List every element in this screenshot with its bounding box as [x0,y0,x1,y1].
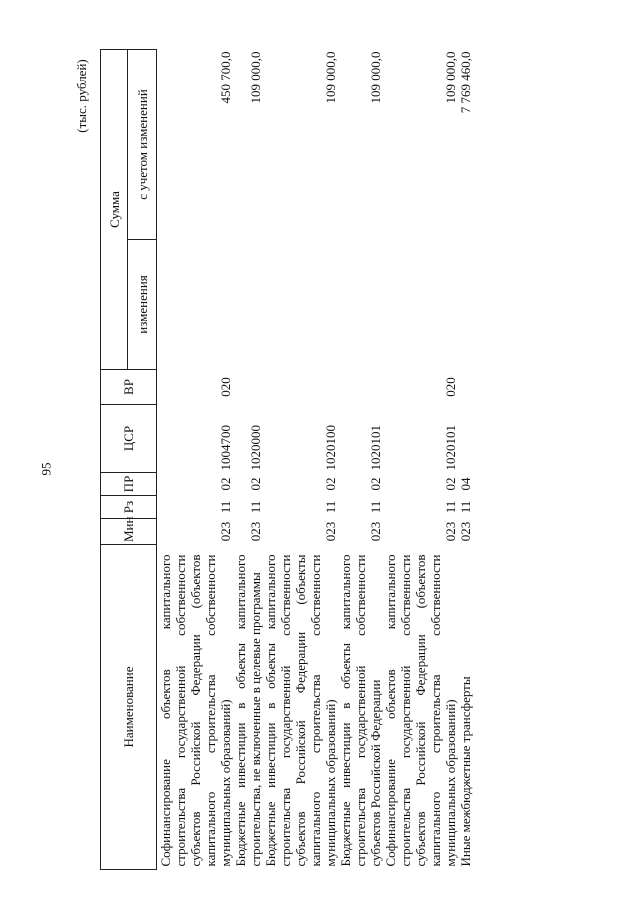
header-summa: Сумма [101,50,128,370]
table-body [157,50,474,870]
row-name: Иные межбюджетные трансферты [458,676,473,867]
header-rz: Рз [101,496,157,519]
row-vr: 020 [443,377,458,397]
row-csr: 1020101 [368,425,383,471]
header-s-uchetom: с учетом изменений [128,50,157,240]
header-pr: ПР [101,473,157,496]
row-vr [263,370,338,405]
row-pr: 02 [323,477,338,491]
row-s-uchetom: 7 769 460,0 [458,51,473,114]
row-vr [233,370,263,405]
row-min: 023 [218,521,233,542]
budget-table [100,49,473,870]
row-name: Бюджетные инвестиции в объекты капитального строительства государственной собственности субъектов Российской Федерации [338,554,383,867]
row-pr: 02 [368,477,383,491]
row-csr: 1004700 [218,425,233,471]
header-min: Мин [101,519,157,545]
table-row [338,50,383,870]
row-pr: 02 [218,477,233,491]
row-rz: 11 [458,500,473,514]
row-csr: 1020000 [248,425,263,471]
row-min: 023 [368,521,383,542]
row-s-uchetom: 450 700,0 [218,51,233,104]
table-row [157,50,234,870]
header-vr: ВР [101,370,157,405]
row-s-uchetom: 109 000,0 [443,51,458,104]
row-izmeneniya [233,240,263,370]
header-izmeneniya: изменения [128,240,157,370]
row-name: Бюджетные инвестиции в объекты капитального строительства государственной собственности субъектов Российской Федерации (объекты капитального строительства собственности муниципальных образований) [263,554,338,867]
row-izmeneniya [338,240,383,370]
row-name: Бюджетные инвестиции в объекты капитального строительства, не включенные в целевые программы [233,554,263,867]
row-rz: 11 [368,500,383,514]
row-rz: 11 [443,500,458,514]
row-izmeneniya [458,240,473,370]
row-pr: 02 [248,477,263,491]
row-name: Софинансирование объектов капитального строительства государственной собственности субъектов Российской Федерации (объектов капитального строительства собственности муниципальных образований) [158,554,233,867]
row-min: 023 [458,521,473,542]
row-rz: 11 [218,500,233,514]
row-vr [338,370,383,405]
row-csr: 1020100 [323,425,338,471]
row-csr: 1020101 [443,425,458,471]
row-min: 023 [248,521,263,542]
row-min: 023 [323,521,338,542]
row-rz: 11 [248,500,263,514]
row-name: Софинансирование объектов капитального строительства государственной собственности субъектов Российской Федерации (объектов капитального строительства собственности муниципальных образований) [383,554,458,867]
table-row [458,50,473,870]
table-header [101,50,157,870]
header-csr: ЦСР [101,405,157,473]
row-s-uchetom: 109 000,0 [248,51,263,104]
units-label: (тыс. рублей) [74,59,89,133]
header-name: Наименование [101,545,157,870]
row-vr [458,370,473,405]
row-min: 023 [443,521,458,542]
row-izmeneniya [383,240,458,370]
table-row [383,50,458,870]
rotated-page-content [74,50,570,870]
row-s-uchetom: 109 000,0 [368,51,383,104]
row-csr [458,405,473,473]
row-izmeneniya [263,240,338,370]
table-row [233,50,263,870]
row-s-uchetom: 109 000,0 [323,51,338,104]
row-rz: 11 [323,500,338,514]
page-number: 95 [38,462,54,476]
row-vr: 020 [218,377,233,397]
row-pr: 04 [458,477,473,491]
row-pr: 02 [443,477,458,491]
row-izmeneniya [157,240,234,370]
table-row [263,50,338,870]
